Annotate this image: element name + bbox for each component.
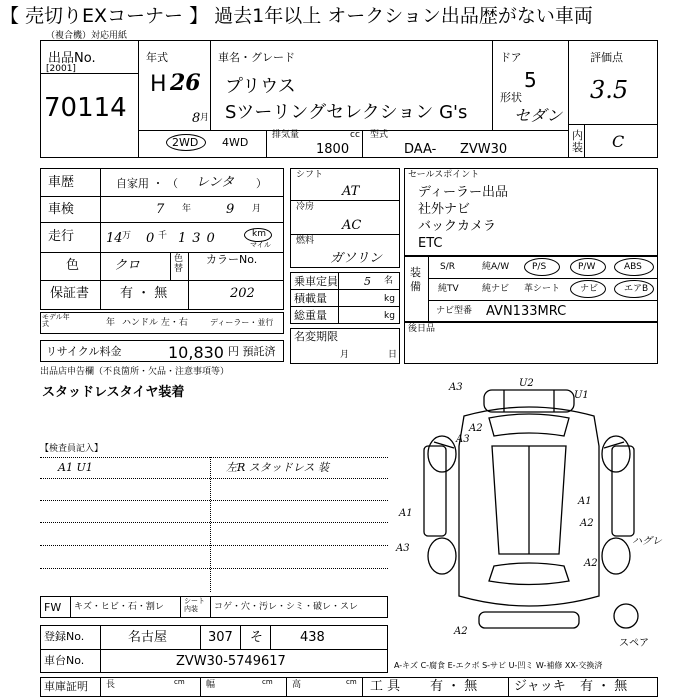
- reg-kana: そ: [250, 630, 264, 645]
- recycle-value: 10,830: [168, 343, 224, 362]
- month-unit: 月: [200, 113, 210, 123]
- len-label: 長: [106, 680, 116, 690]
- warranty-label: 保証書: [50, 286, 90, 301]
- lot-number: 70114: [44, 93, 127, 123]
- year-label: 年式: [146, 51, 168, 64]
- type-prefix: DAA-: [404, 142, 437, 157]
- chassis-label: 車台No.: [44, 654, 85, 667]
- carname-label: 車名・グレード: [218, 51, 295, 64]
- sales-point-2: 社外ナビ: [418, 202, 471, 217]
- reg-num2: 438: [300, 630, 325, 645]
- mark-7: A1: [578, 496, 592, 507]
- jack-label: ジャッキ: [514, 679, 566, 694]
- color-change-label: 色替: [174, 254, 184, 274]
- top-block: [40, 40, 658, 158]
- sales-point-4: ETC: [418, 236, 443, 251]
- mark-1: A3: [449, 382, 463, 393]
- after-fit-block: [404, 322, 658, 364]
- inspection-label: 車検: [48, 202, 75, 217]
- plan-change-unit2: 日: [388, 350, 398, 360]
- shift-value: AT: [342, 184, 360, 199]
- history-label: 車歴: [48, 175, 75, 190]
- sales-points-label: セールスポイント: [408, 170, 480, 180]
- sales-point-3: バックカメラ: [418, 219, 497, 234]
- seat-label: シート内装: [184, 597, 205, 613]
- mark-10: A2: [584, 558, 598, 569]
- doors-value: 5: [524, 68, 537, 92]
- equip-tv: 純TV: [438, 284, 459, 294]
- fw-items: キズ・ヒビ・石・割レ: [74, 602, 164, 612]
- history-close: ）: [256, 177, 267, 190]
- equipment-label: 装備: [410, 266, 421, 293]
- inspection-year-unit: 年: [182, 204, 192, 214]
- inspection-month: 9: [226, 202, 235, 217]
- inspector-note-1: A1 U1: [58, 461, 93, 474]
- colorno-value: 202: [230, 286, 255, 301]
- score-value: 3.5: [590, 76, 629, 104]
- height-label: 高: [292, 680, 302, 690]
- fuel-value: ガソリン: [330, 251, 383, 266]
- seller-notes-label: 出品店申告欄（不良箇所・欠品・注意事項等）: [40, 367, 230, 377]
- fuel-label: 燃料: [296, 236, 315, 246]
- equip-airbag: エアB: [624, 284, 649, 294]
- fw-label: FW: [44, 601, 62, 614]
- mark-6: A1: [399, 508, 413, 519]
- subnote: （複合機）対応用紙: [46, 31, 128, 41]
- doors-label: ドア: [500, 51, 522, 64]
- mark-9: A3: [396, 543, 410, 554]
- history-options: 自家用 ・ （: [116, 177, 178, 190]
- recycle-unit: 円 預託済: [228, 345, 276, 358]
- warranty-value: 有 ・ 無: [120, 286, 168, 301]
- inspection-month-unit: 月: [252, 204, 262, 214]
- mileage-man-unit: 万: [122, 231, 132, 241]
- mark-11: A2: [454, 626, 468, 637]
- equip-aw: 純A/W: [482, 262, 510, 272]
- plan-change-label: 名変期限: [294, 330, 338, 343]
- mileage-unit: km: [252, 229, 266, 239]
- tools-value: 有 ・ 無: [430, 679, 478, 694]
- mileage-sen: 0: [146, 231, 155, 246]
- colorno-label: カラーNo.: [206, 253, 258, 266]
- load-unit: kg: [384, 294, 395, 304]
- shape-value: セダン: [514, 106, 563, 125]
- load-label: 積載量: [294, 292, 327, 305]
- equip-seat: 革シート: [524, 284, 561, 294]
- plan-change-unit: 月: [340, 350, 350, 360]
- cert-label: 車庫証明: [44, 680, 88, 693]
- equip-navi2: ナビ: [580, 284, 599, 294]
- drive-4wd: 4WD: [222, 136, 249, 149]
- mileage-rest: 130: [178, 231, 221, 246]
- car-damage-diagram: [394, 376, 664, 658]
- model-label: モデル年式: [42, 313, 70, 328]
- mark-5: A3: [456, 434, 470, 445]
- color-label: 色: [66, 258, 80, 273]
- lot-small-code: [2001]: [46, 64, 76, 74]
- handle-label: ハンドル 左・右: [122, 318, 188, 328]
- score-label: 評価点: [590, 51, 623, 64]
- reg-label: 登録No.: [44, 630, 85, 643]
- seller-notes-text: スタッドレスタイヤ装着: [42, 385, 185, 400]
- mileage-man: 14: [106, 231, 123, 246]
- mileage-label: 走行: [48, 229, 75, 244]
- year-month: 8: [192, 111, 201, 126]
- disp-value: 1800: [316, 142, 350, 157]
- equip-navi: 純ナビ: [482, 284, 510, 294]
- history-value: レンタ: [196, 175, 235, 190]
- chassis-value: ZVW30-5749617: [176, 654, 286, 669]
- mileage-unit2: マイル: [250, 241, 271, 249]
- seat-items: コゲ・穴・汚レ・シミ・破レ・スレ: [214, 602, 359, 612]
- aircon-value: AC: [342, 218, 362, 233]
- header-title: 【 売切りEXコーナー 】 過去1年以上 オークション出品歴がない車両: [0, 5, 593, 27]
- car-name: プリウス: [225, 76, 296, 97]
- capacity-value: 5: [364, 275, 371, 288]
- navi-model-label: ナビ型番: [436, 306, 473, 316]
- gross-unit: kg: [384, 311, 395, 321]
- type-value: ZVW30: [460, 142, 508, 157]
- after-fit-label: 後日品: [408, 324, 436, 334]
- shape-label: 形状: [500, 91, 522, 104]
- gross-label: 総重量: [294, 309, 327, 322]
- mark-12: ハグレ: [632, 536, 662, 547]
- equip-sr: S/R: [440, 262, 455, 272]
- width-label: 幅: [206, 680, 216, 690]
- inspector-note-2: 左R スタッドレス 装: [226, 461, 329, 474]
- model-year-unit: 年: [106, 318, 116, 328]
- sales-point-1: ディーラー出品: [418, 185, 508, 200]
- tools-label: 工 具: [370, 679, 401, 694]
- disp-unit: cc: [350, 130, 360, 140]
- capacity-unit: 名: [384, 276, 394, 286]
- type-label: 型式: [370, 130, 389, 140]
- reg-place: 名古屋: [128, 630, 168, 645]
- damage-legend: A-キズ C-腐食 E-エクボ S-サビ U-凹ミ W-補修 XX-交換済: [394, 661, 603, 670]
- inspector-label: 【検査員記入】: [40, 444, 104, 454]
- color-value: クロ: [114, 258, 141, 273]
- year-value: 26: [170, 70, 201, 96]
- reg-num1: 307: [208, 630, 233, 645]
- interior-value: C: [612, 132, 625, 151]
- mark-4: A2: [469, 423, 483, 434]
- dealer-label: ディーラー・並行: [210, 318, 274, 327]
- mark-2: U2: [519, 378, 534, 389]
- interior-label: 内装: [572, 129, 583, 155]
- lot-label: 出品No.: [48, 51, 96, 66]
- height-unit: cm: [346, 678, 357, 686]
- mark-3: U1: [574, 390, 589, 401]
- width-unit: cm: [262, 678, 273, 686]
- year-era: H: [150, 72, 167, 97]
- page-header: [0, 0, 700, 32]
- jack-value: 有 ・ 無: [580, 679, 628, 694]
- mark-8: A2: [580, 518, 594, 529]
- equip-abs: ABS: [624, 262, 642, 272]
- equip-pw: P/W: [578, 262, 596, 272]
- len-unit: cm: [174, 678, 185, 686]
- navi-model: AVN133MRC: [486, 304, 567, 319]
- car-grade: Sツーリングセレクション G's: [225, 102, 468, 123]
- inspection-year: 7: [156, 202, 165, 217]
- drive-2wd: 2WD: [172, 136, 199, 149]
- equip-ps: P/S: [532, 262, 547, 272]
- mileage-sen-unit: 千: [158, 231, 168, 241]
- spare-label: スペア: [619, 638, 649, 649]
- aircon-label: 冷房: [296, 202, 315, 212]
- shift-label: シフト: [296, 170, 324, 180]
- recycle-label: リサイクル料金: [46, 345, 122, 358]
- capacity-label: 乗車定員: [294, 275, 338, 288]
- disp-label: 排気量: [272, 130, 300, 140]
